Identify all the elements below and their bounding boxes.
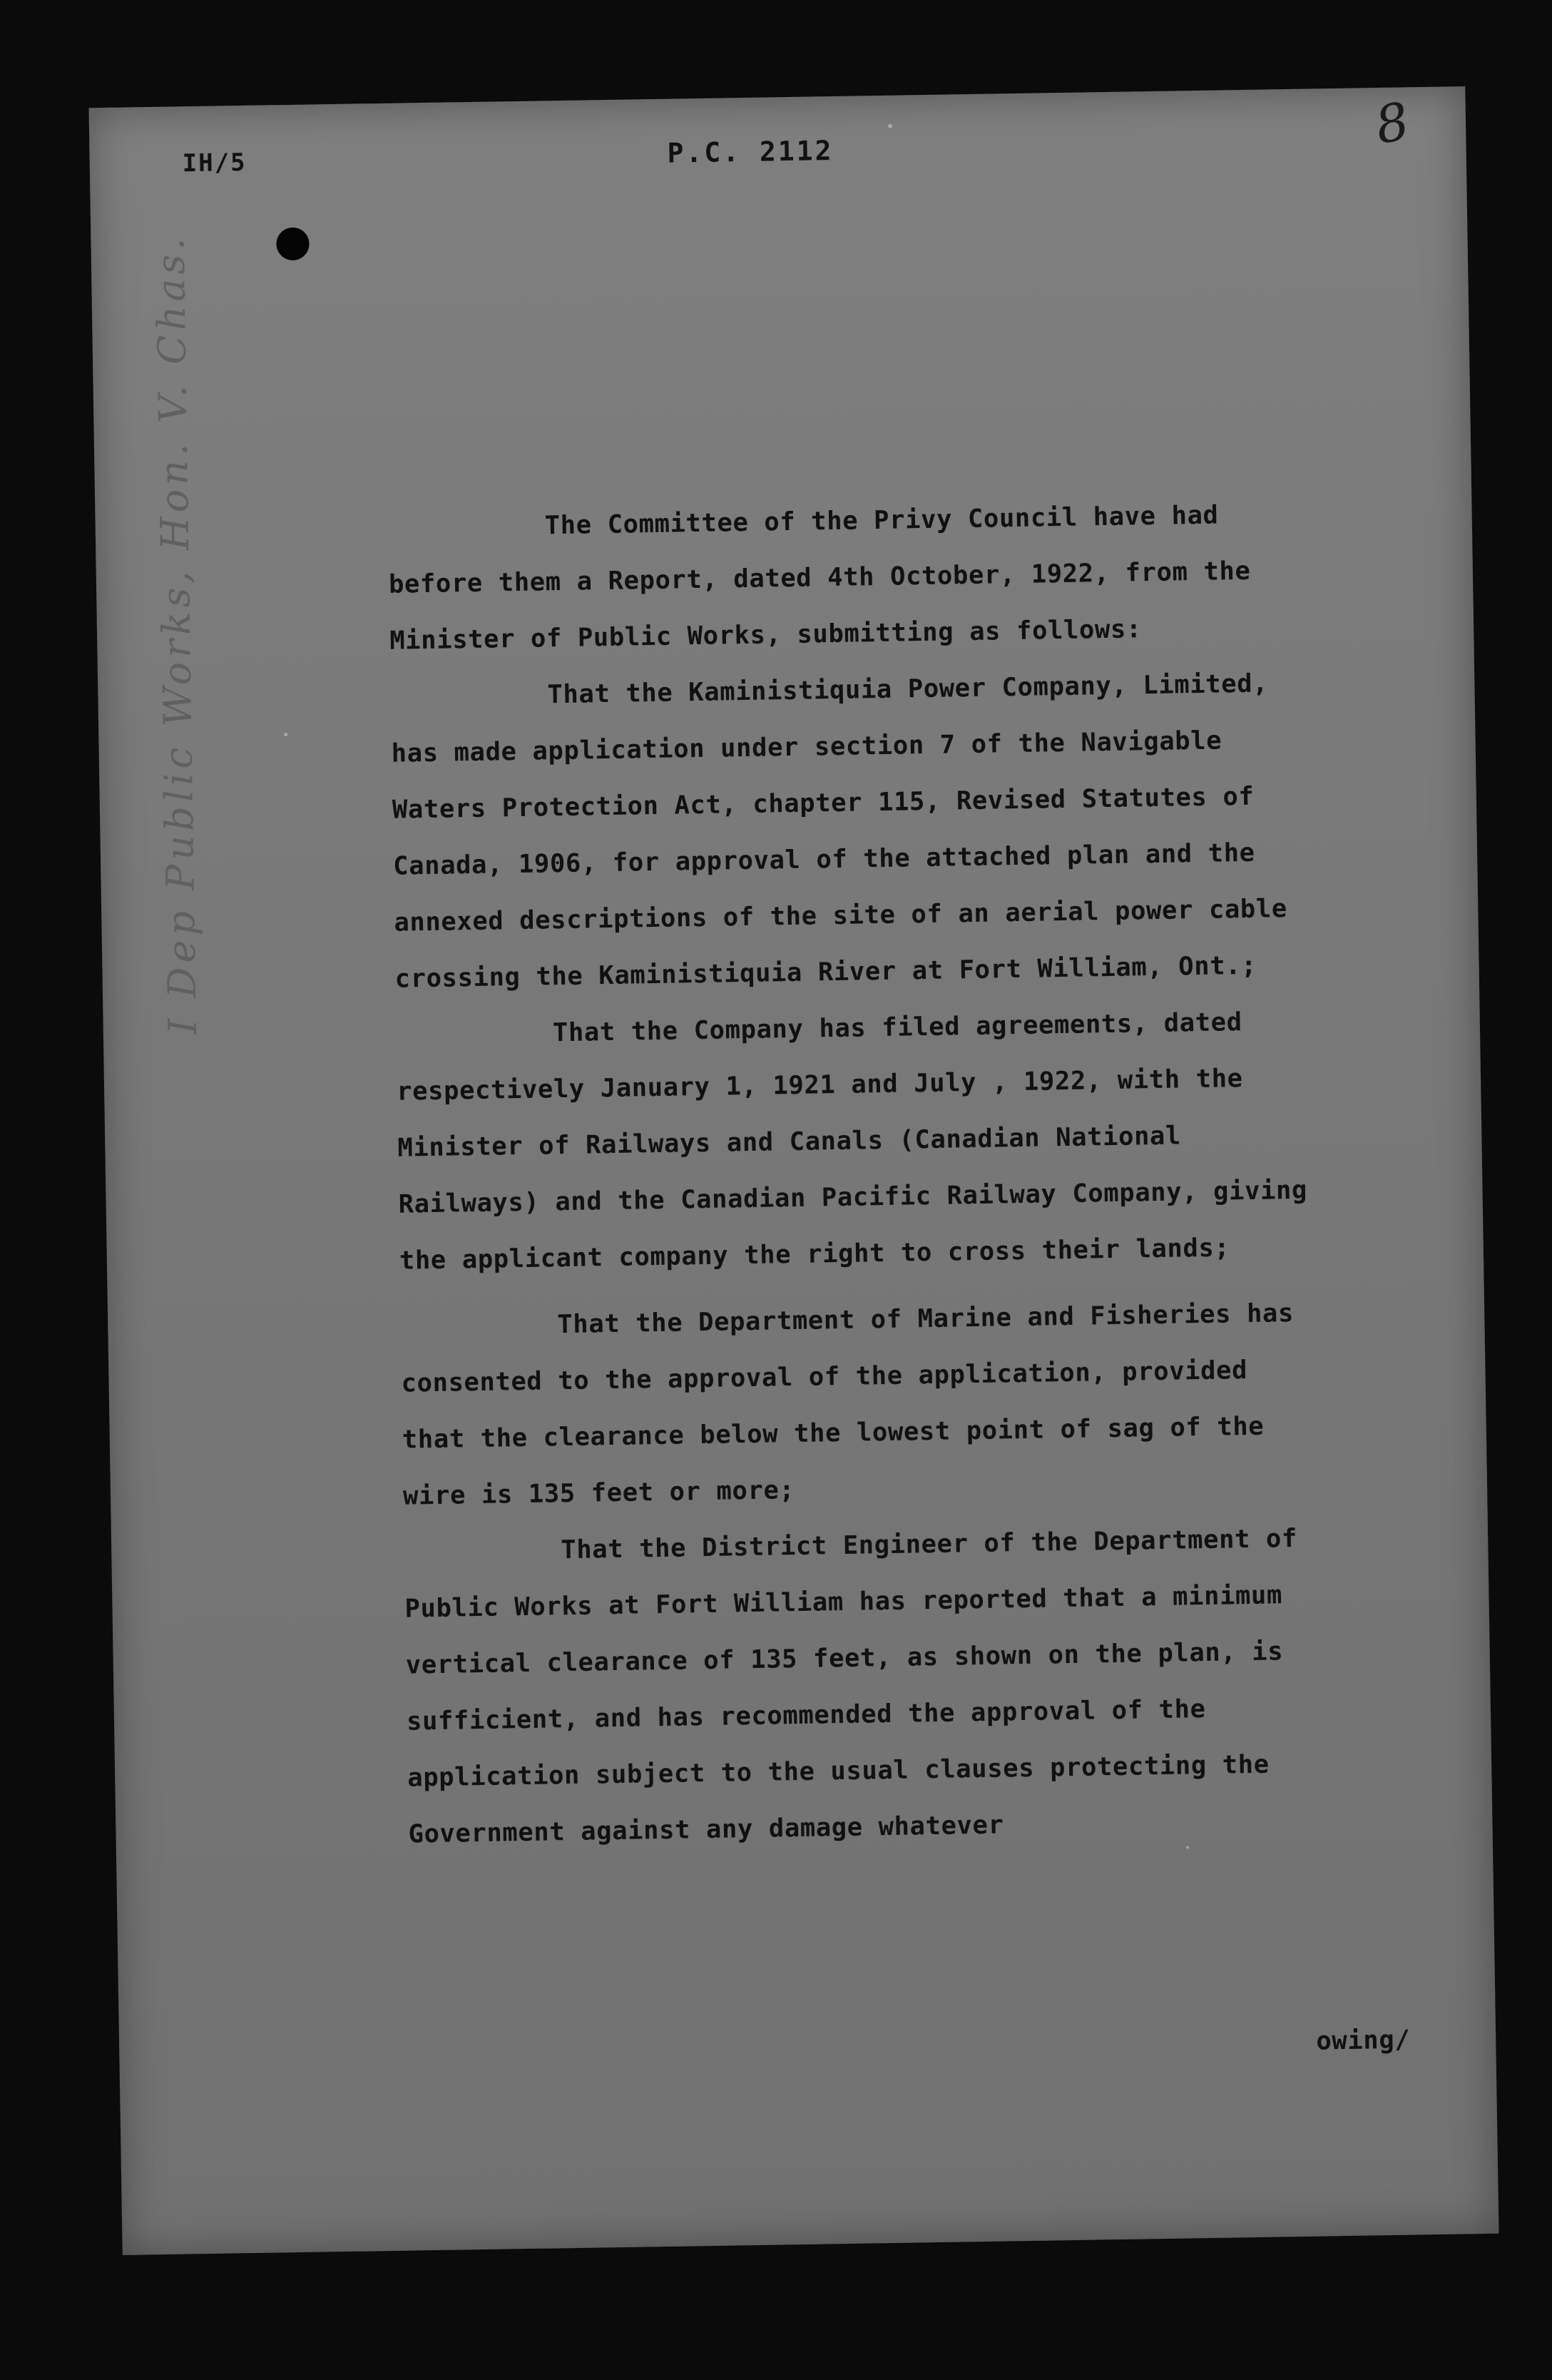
document-sheet [88,86,1499,2255]
scan-speck [1186,1846,1189,1848]
paragraph-agreements: That the Company has filed agreements, dated respectively January 1, 1921 and July , 1922, with the Minister of Railways and Canals (Canadian National Railways) and the Canadian Pacific Railway Company, giving the applicant company the right to cross their lands; [396,1007,1308,1276]
order-in-council-number: P.C. 2112 [667,134,834,169]
handwritten-margin-annotation: I Dep Public Works, Hon. V. Chas. [148,233,205,1034]
document-body [387,486,1322,1863]
paragraph-marine-fisheries: That the Department of Marine and Fisheries has consented to the approval of the application, provided that the clearance below the lowest point of sag of the wire is 135 feet or more; [401,1298,1295,1511]
punch-hole [276,228,310,261]
file-code: IH/5 [182,148,247,178]
paragraph-committee-report: The Committee of the Privy Council have had before them a Report, dated 4th October, 1922, from the Minister of Public Works, submitting as follows: [388,500,1251,656]
handwritten-page-number: 8 [1370,91,1414,156]
paragraph-application: That the Kaministiquia Power Company, Limited, has made application under section 7 of the Navigable Waters Protection Act, chapter 115, Revised Statutes of Canada, 1906, for approval of the attached plan and the annexed descriptions of the site of an aerial power cable crossing the Kaministiquia River at Fort William, Ont.; [391,668,1288,994]
catchword: owing/ [1316,2025,1411,2056]
scan-speck [888,124,892,128]
scan-speck [284,733,287,736]
paragraph-district-engineer: That the District Engineer of the Department of Public Works at Fort William has reported that a minimum vertical clearance of 135 feet, as shown on the plan, is sufficient, and has recommended the approval of the application subject to the usual clauses protecting the Government against any damage whatever [404,1523,1298,1849]
